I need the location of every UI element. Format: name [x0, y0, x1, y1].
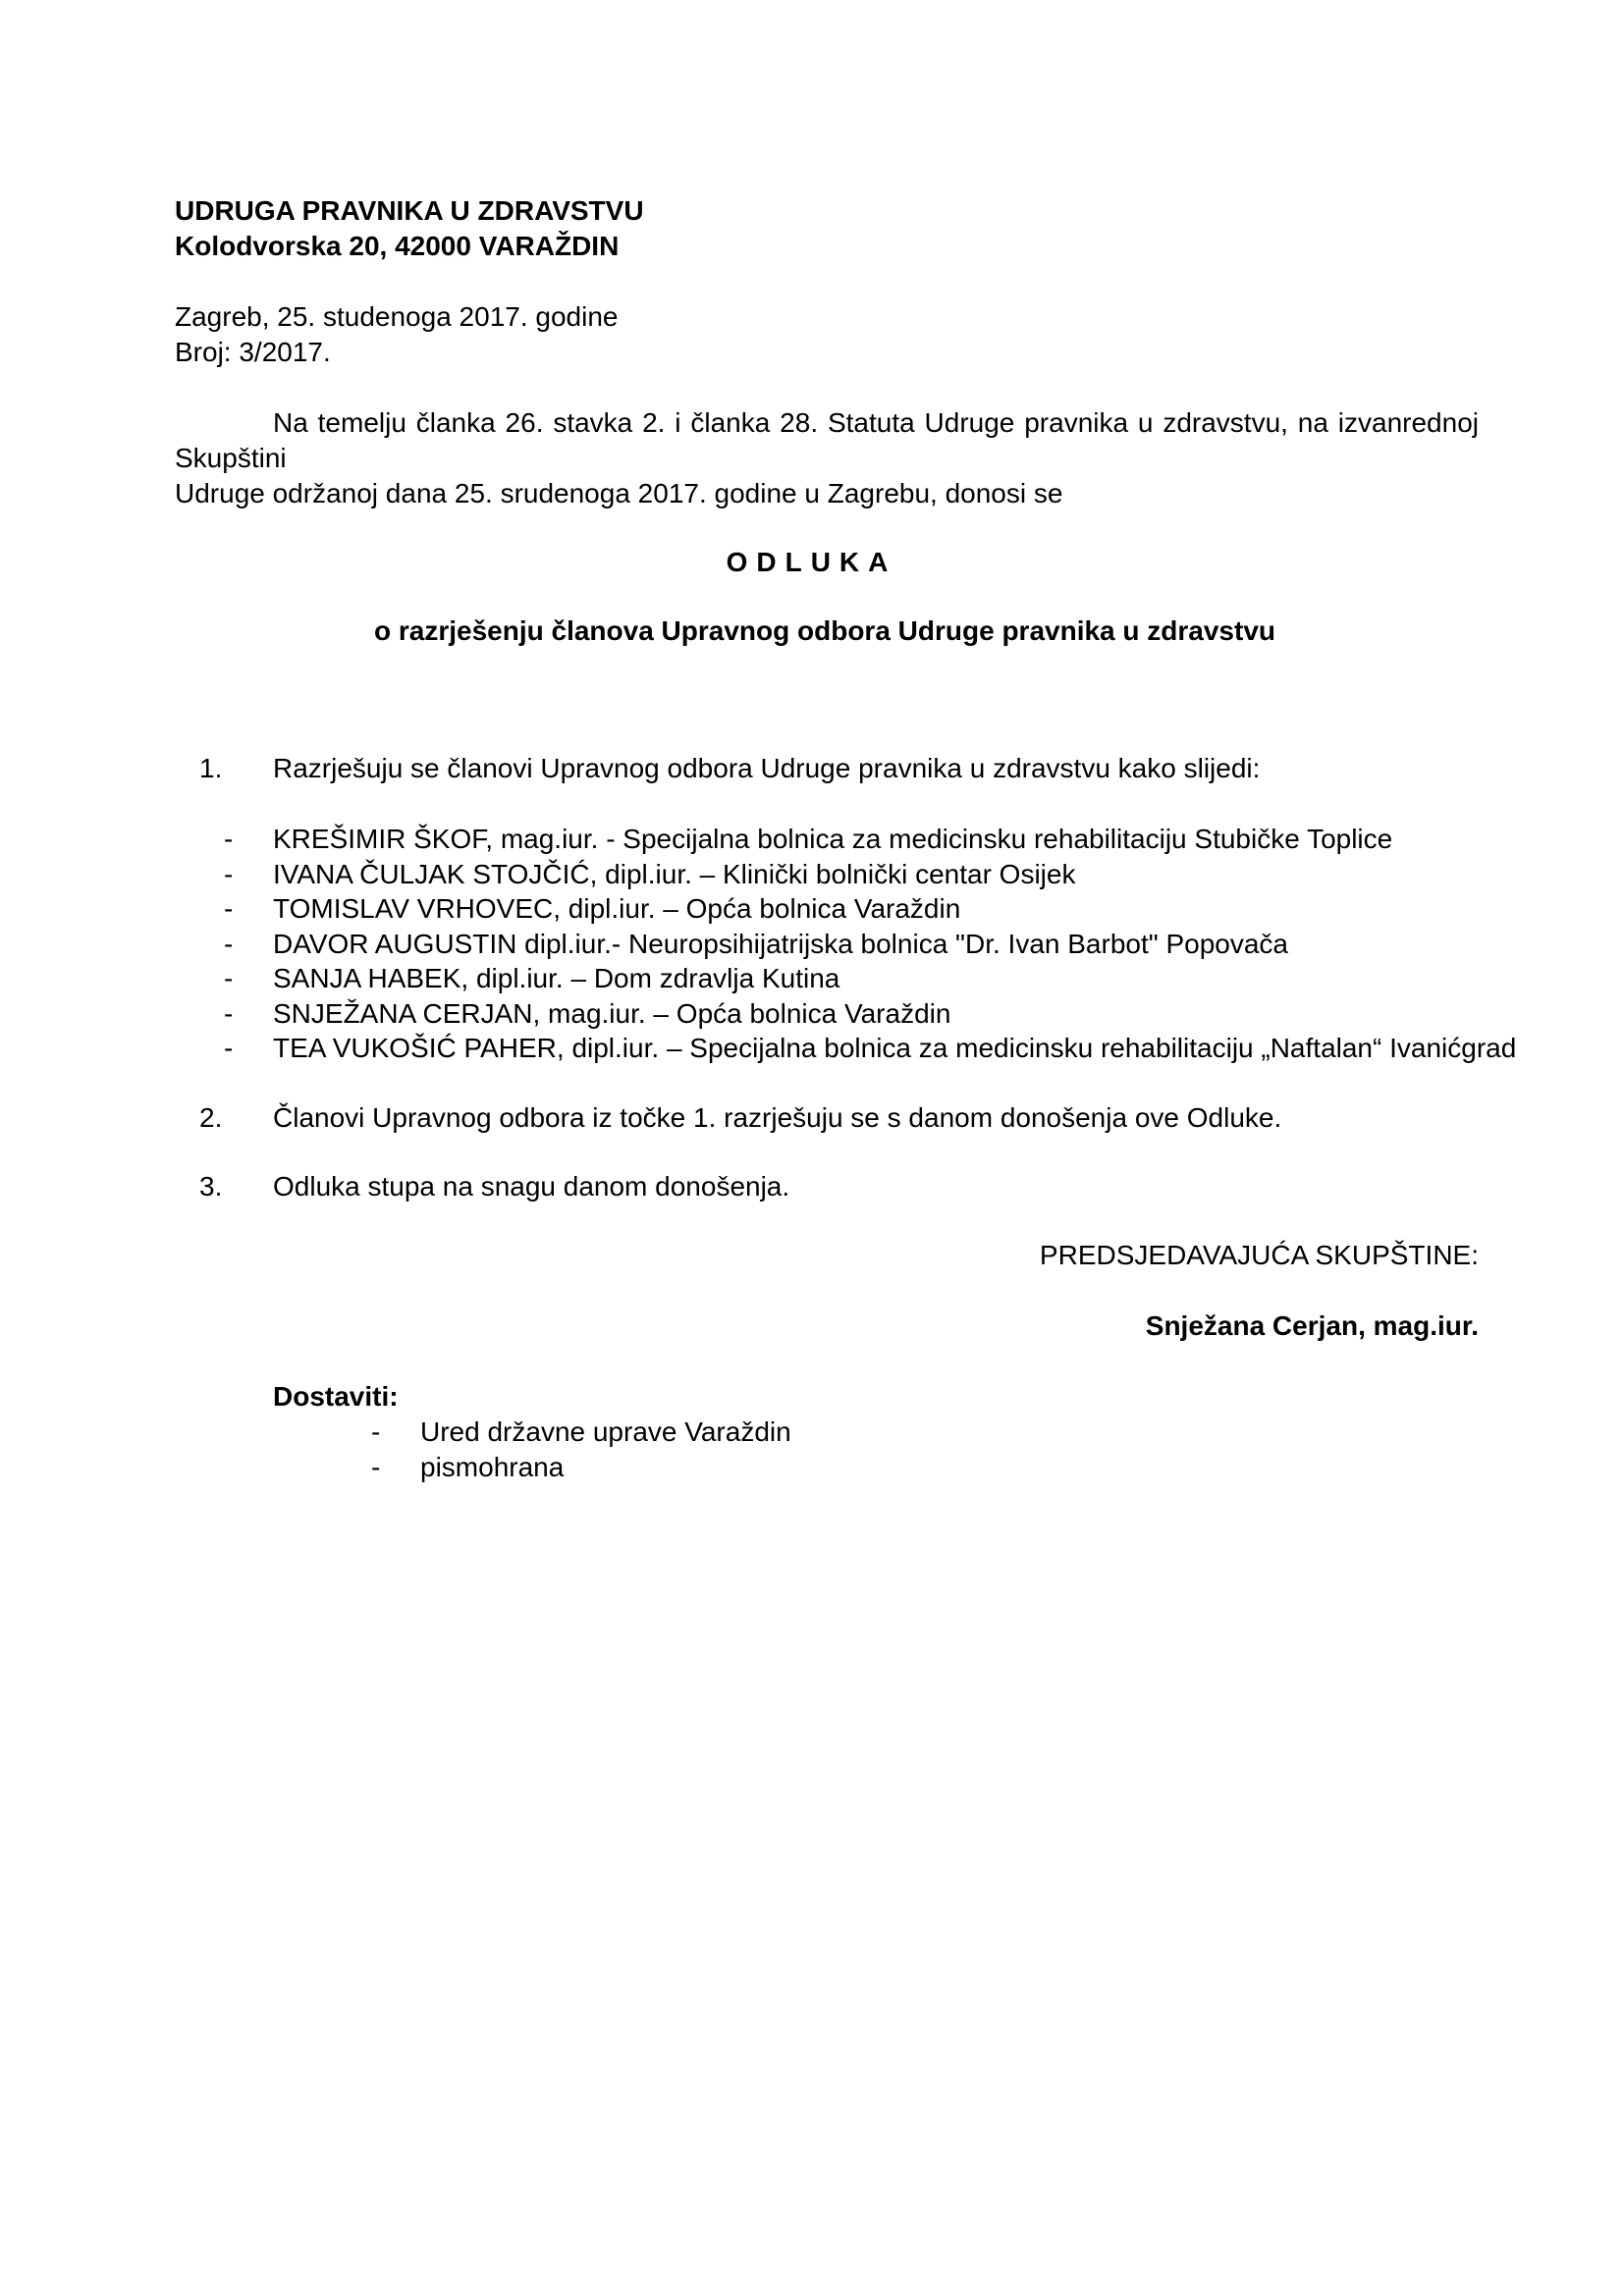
point-text: Članovi Upravnog odbora iz točke 1. razrješuju se s danom donošenja ove Odluke.	[273, 1102, 1282, 1133]
point-text: Razrješuju se članovi Upravnog odbora Udruge pravnika u zdravstvu kako slijedi:	[273, 753, 1261, 783]
delivery-recipient: Ured državne uprave Varaždin	[420, 1416, 791, 1447]
dash-bullet: -	[224, 997, 234, 1029]
signer-name: Snježana Cerjan, mag.iur.	[1145, 1310, 1479, 1341]
point-text: Odluka stupa na snagu danom donošenja.	[273, 1171, 790, 1201]
member-entry: DAVOR AUGUSTIN dipl.iur.- Neuropsihijatrijska bolnica "Dr. Ivan Barbot" Popovača	[273, 928, 1289, 959]
decision-subtitle: o razrješenju članova Upravnog odbora Udruge pravnika u zdravstvu	[373, 615, 1275, 646]
dash-bullet: -	[224, 963, 234, 993]
member-entry: TOMISLAV VRHOVEC, dipl.iur. – Opća bolnica Varaždin	[273, 893, 961, 924]
intro-paragraph	[175, 405, 1479, 511]
document-number: Broj: 3/2017.	[175, 337, 331, 367]
member-entry: SNJEŽANA CERJAN, mag.iur. – Opća bolnica Varaždin	[273, 997, 951, 1029]
dash-bullet: -	[224, 928, 234, 959]
document-meta	[175, 299, 618, 370]
dash-bullet: -	[224, 1033, 234, 1063]
intro-line-2: Udruge održanoj dana 25. srudenoga 2017. godine u Zagrebu, donosi se	[175, 478, 1063, 508]
dash-bullet: -	[371, 1452, 381, 1482]
organization-address: Kolodvorska 20, 42000 VARAŽDIN	[175, 231, 620, 261]
member-entry: IVANA ČULJAK STOJČIĆ, dipl.iur. – Klinički bolnički centar Osijek	[273, 858, 1076, 889]
organization-name: UDRUGA PRAVNIKA U ZDRAVSTVU	[175, 195, 644, 226]
dash-bullet: -	[224, 824, 234, 854]
dash-bullet: -	[224, 858, 234, 889]
member-entry: TEA VUKOŠIĆ PAHER, dipl.iur. – Specijalna bolnica za medicinsku rehabilitaciju „Naftalan“ Ivanićgrad	[273, 1033, 1517, 1063]
intro-line-1: Na temelju članka 26. stavka 2. i članka 28. Statuta Udruge pravnika u zdravstvu, na izvanrednoj Skupštini	[175, 407, 1479, 473]
point-number: 1.	[199, 753, 223, 783]
point-number: 2.	[199, 1102, 223, 1133]
dash-bullet: -	[224, 893, 234, 924]
delivery-recipient: pismohrana	[420, 1452, 565, 1482]
dash-bullet: -	[371, 1416, 381, 1447]
point-number: 3.	[199, 1171, 223, 1201]
decision-title: ODLUKA	[726, 547, 897, 577]
delivery-label: Dostaviti:	[273, 1381, 399, 1412]
signer-role: PREDSJEDAVAJUĆA SKUPŠTINE:	[1039, 1240, 1479, 1270]
letterhead	[175, 193, 644, 264]
place-date: Zagreb, 25. studenoga 2017. godine	[175, 301, 619, 332]
member-entry: SANJA HABEK, dipl.iur. – Dom zdravlja Kutina	[273, 963, 840, 993]
member-entry: KREŠIMIR ŠKOF, mag.iur. - Specijalna bolnica za medicinsku rehabilitaciju Stubičke Toplice	[273, 824, 1393, 854]
